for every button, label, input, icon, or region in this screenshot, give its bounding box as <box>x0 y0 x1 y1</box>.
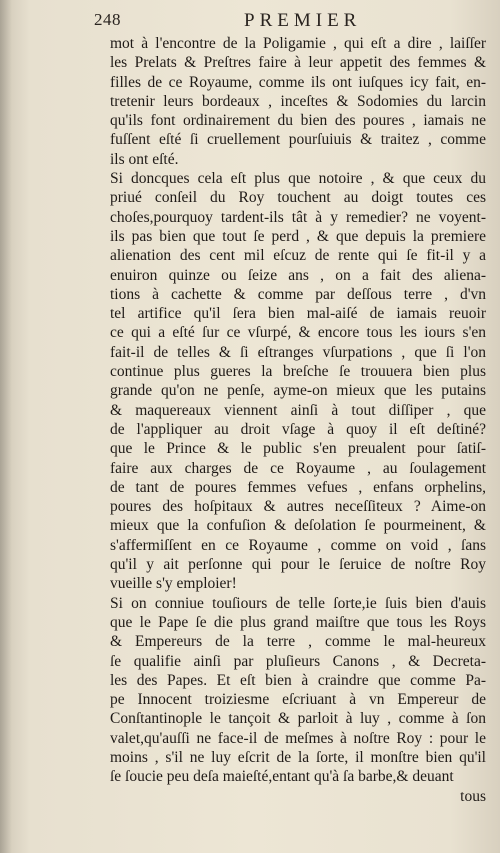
text-line: Si doncques cela eſt plus que notoire , & que ceux du <box>110 170 486 188</box>
text-line: de tant de poures femmes vefues , enfans orphelins, <box>110 478 486 496</box>
text-line: tel artifice qu'il ſera bien mal-aiſé de iamais reuoir <box>110 305 486 323</box>
text-line: que le Prince & le public s'en preualent pour ſatiſ- <box>110 440 486 458</box>
text-line: fait-il de telles & ſi eſtranges vſurpations , que ſi l'on <box>110 343 486 361</box>
text-line: faire aux charges de ce Royaume , au ſoulagement <box>110 459 486 477</box>
body-text <box>110 34 486 806</box>
text-line: ce qui a eſté ſur ce vſurpé, & encore tous les iours s'en <box>110 324 486 342</box>
text-line: grande qu'on ne penſe, ayme-on mieux que les putains <box>110 382 486 400</box>
text-line: qu'il y ait perſonne qui pour le ſeruice de noſtre Roy <box>110 556 486 574</box>
text-line: ſe ſoucie peu deſa maieſté,entant qu'à ſa barbe,& deuant <box>110 768 454 786</box>
text-line: valet,qu'auſſi ne face-il de meſmes à noſtre Roy : pour le <box>110 729 486 747</box>
text-line: Conſtantinople le tançoit & parloit à luy , comme à ſon <box>110 710 486 728</box>
text-line: priué conſeil du Roy touchent au doigt toutes ces <box>110 189 486 207</box>
text-line: mieux que la confuſion & deſolation ſe pourmeinent, & <box>110 517 486 535</box>
text-line: mot à l'encontre de la Poligamie , qui eſt a dire , laiſſer <box>110 35 486 52</box>
text-line: les Prelats & Preſtres faire à leur appetit des femmes & <box>110 54 486 72</box>
text-line: ils ont eſté. <box>110 150 179 168</box>
text-line: continue plus gueres la breſche ſe trouuera bien plus <box>110 363 486 381</box>
paragraph <box>110 594 486 787</box>
text-line: & maquereaux viennent ainſi à tout diſſiper , que <box>110 401 486 419</box>
text-line: tretenir leurs bordeaux , inceſtes & Sodomies du larcin <box>110 92 486 110</box>
text-line: Si on conniue touſiours de telle ſorte,ie ſuis bien d'auis <box>110 594 486 612</box>
text-line: les des Papes. Et eſt bien à craindre que comme Pa- <box>110 671 486 689</box>
text-line: vueille s'y emploier! <box>110 575 237 593</box>
text-line: fuſſent eſté ſi cruellement pourſuiuis & traitez , comme <box>110 131 486 149</box>
text-line: pe Innocent troiziesme eſcriuant à vn Empereur de <box>110 691 486 709</box>
running-head: PREMIER <box>244 10 362 31</box>
paragraph <box>110 34 486 169</box>
text-line: ils pas bien que tout ſe perd , & que depuis la premiere <box>110 227 486 245</box>
text-line: moins , s'il ne luy eſcrit de la ſorte, il monſtre bien qu'il <box>110 748 486 766</box>
text-line: ſe qualifie ainſi par pluſieurs Canons , & Decreta- <box>110 652 486 670</box>
catchword: tous <box>460 787 486 805</box>
text-line: que le Pape ſe die plus grand maiſtre que tous les Roys <box>110 613 486 631</box>
text-line: poures des hoſpitaux & autres neceſſiteux ? Aime-on <box>110 498 486 516</box>
text-line: enuiron quinze ou ſeize ans , on a fait des aliena- <box>110 266 486 284</box>
text-line: filles de ce Royaume, comme ils ont iuſques icy fait, en- <box>110 73 486 91</box>
text-line: qu'ils font ordinairement du bien des poures , iamais ne <box>110 112 486 130</box>
paragraph <box>110 169 486 594</box>
text-line: tions à cachette & comme par deſſous terre , d'vn <box>110 285 486 303</box>
page-number: 248 <box>94 10 121 29</box>
text-line: alienation des cent mil eſcuz de rente qui ſe fit-il y a <box>110 247 486 265</box>
text-line: choſes,pourquoy tardent-ils tât à y remedier? ne voyent- <box>110 208 486 226</box>
page-header <box>94 10 494 32</box>
text-line: s'affermiſſent en ce Royaume , comme on void , ſans <box>110 536 486 554</box>
text-line: & Empereurs de la terre , comme le mal-heureux <box>110 633 486 651</box>
gutter-shadow <box>0 0 12 853</box>
text-line: de l'appliquer au droit vſage à quoy il eſt deſtiné? <box>110 420 486 438</box>
